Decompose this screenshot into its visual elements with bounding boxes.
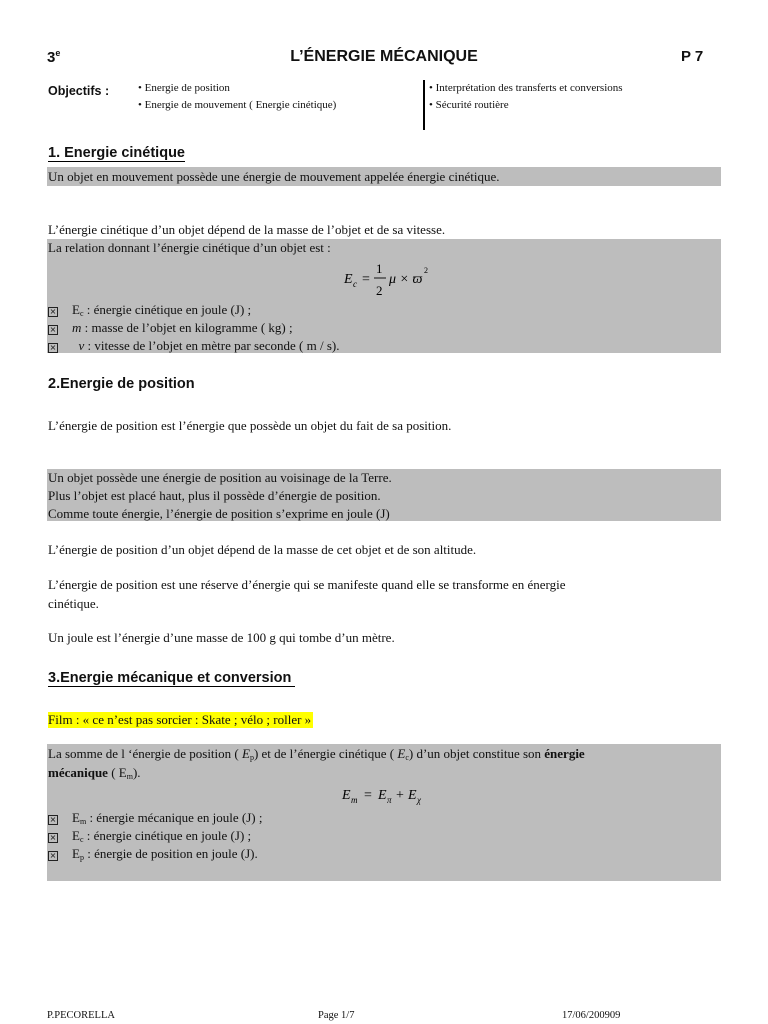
objectifs-label: Objectifs : (48, 84, 110, 98)
s3-intro: La somme de l ‘énergie de position ( $E_p$) et de l’énergie cinétique ( $E_c$) d’un objet constitue son énergie (48, 746, 585, 762)
svg-text:π: π (387, 795, 392, 805)
s2-box-line: Un objet possède une énergie de position au voisinage de la Terre. (48, 470, 392, 485)
objectif-item: • Energie de mouvement ( Energie cinétique) (138, 99, 337, 111)
s1-paragraph: L’énergie cinétique d’un objet dépend de la masse de l’objet et de sa vitesse. (48, 222, 446, 237)
section-3-title: 3.Energie mécanique et conversion (48, 671, 295, 687)
svg-text:χ: χ (417, 795, 421, 805)
formula-denominator: 2 (376, 283, 383, 298)
objectif-item: • Interprétation des transferts et conversions (429, 82, 623, 94)
objectif-item: • Sécurité routière (429, 99, 509, 111)
s2-paragraph-cont: cinétique. (48, 596, 99, 611)
grade-label: 3e (47, 48, 61, 66)
checkbox-icon (48, 307, 58, 317)
objectifs-divider (423, 80, 425, 130)
s3-list-item: $\times E_c$ : énergie cinétique en joule (J) ; (48, 828, 251, 844)
footer-page: Page 1/7 (318, 1010, 355, 1021)
svg-text:=: = (362, 272, 370, 287)
s1-list-item: $\times E_c$ : énergie cinétique en joule (J) ; (48, 302, 251, 318)
kinetic-energy-formula (336, 256, 436, 302)
svg-text:E: E (342, 788, 351, 803)
svg-text:m: m (351, 795, 358, 805)
film-reference: Film : « ce n’est pas sorcier : Skate ; vélo ; roller » (48, 712, 312, 727)
objectif-item: • Energie de position (138, 82, 230, 94)
footer-date: 17/06/200909 (562, 1010, 621, 1021)
checkbox-icon (48, 833, 58, 843)
s2-paragraph: Un joule est l’énergie d’une masse de 100 g qui tombe d’un mètre. (48, 630, 395, 645)
s3-list-item: $\times E_p$ : énergie de position en joule (J). (48, 846, 258, 862)
s2-paragraph: L’énergie de position est l’énergie que possède un objet du fait de sa position. (48, 418, 452, 433)
section-1-title: 1. Energie cinétique (48, 145, 185, 161)
svg-text:E: E (408, 788, 417, 803)
checkbox-icon (48, 815, 58, 825)
footer-author: P.PECORELLA (47, 1010, 115, 1021)
s1-definition: Un objet en mouvement possède une énergie de mouvement appelée énergie cinétique. (48, 169, 500, 184)
checkbox-icon (48, 343, 58, 353)
s2-box-line: Comme toute énergie, l’énergie de position s’exprime en joule (J) (48, 506, 390, 521)
s1-list-item: × v : vitesse de l’objet en mètre par seconde ( m / s). (48, 338, 340, 354)
svg-text:+: + (396, 788, 404, 803)
page-code: P 7 (681, 48, 704, 65)
s1-list-item: ×m : masse de l’objet en kilogramme ( kg) ; (48, 320, 293, 336)
formula-numerator: 1 (376, 261, 383, 276)
svg-text:=: = (364, 788, 372, 803)
formula-lhs: E (344, 272, 353, 287)
s1-relation-text: La relation donnant l’énergie cinétique d’un objet est : (48, 240, 331, 255)
checkbox-icon (48, 325, 58, 335)
formula-lhs-sub: c (353, 279, 357, 289)
s2-paragraph: L’énergie de position est une réserve d’énergie qui se manifeste quand elle se transforme en énergie (48, 577, 566, 592)
mechanical-energy-formula (338, 782, 438, 812)
formula-rhs-sup: 2 (424, 266, 428, 275)
section-2-title: 2.Energie de position (48, 376, 195, 392)
checkbox-icon (48, 851, 58, 861)
page-title: L’ÉNERGIE MÉCANIQUE (290, 48, 478, 65)
s2-paragraph: L’énergie de position d’un objet dépend de la masse de cet objet et de son altitude. (48, 542, 477, 557)
formula-rhs: μ × ϖ (389, 272, 423, 287)
s3-list-item: $\times E_m$ : énergie mécanique en joule (J) ; (48, 810, 262, 826)
s3-intro-cont: mécanique ( $E_m$). (48, 765, 141, 781)
s2-box-line: Plus l’objet est placé haut, plus il possède d’énergie de position. (48, 488, 381, 503)
svg-text:E: E (378, 788, 387, 803)
